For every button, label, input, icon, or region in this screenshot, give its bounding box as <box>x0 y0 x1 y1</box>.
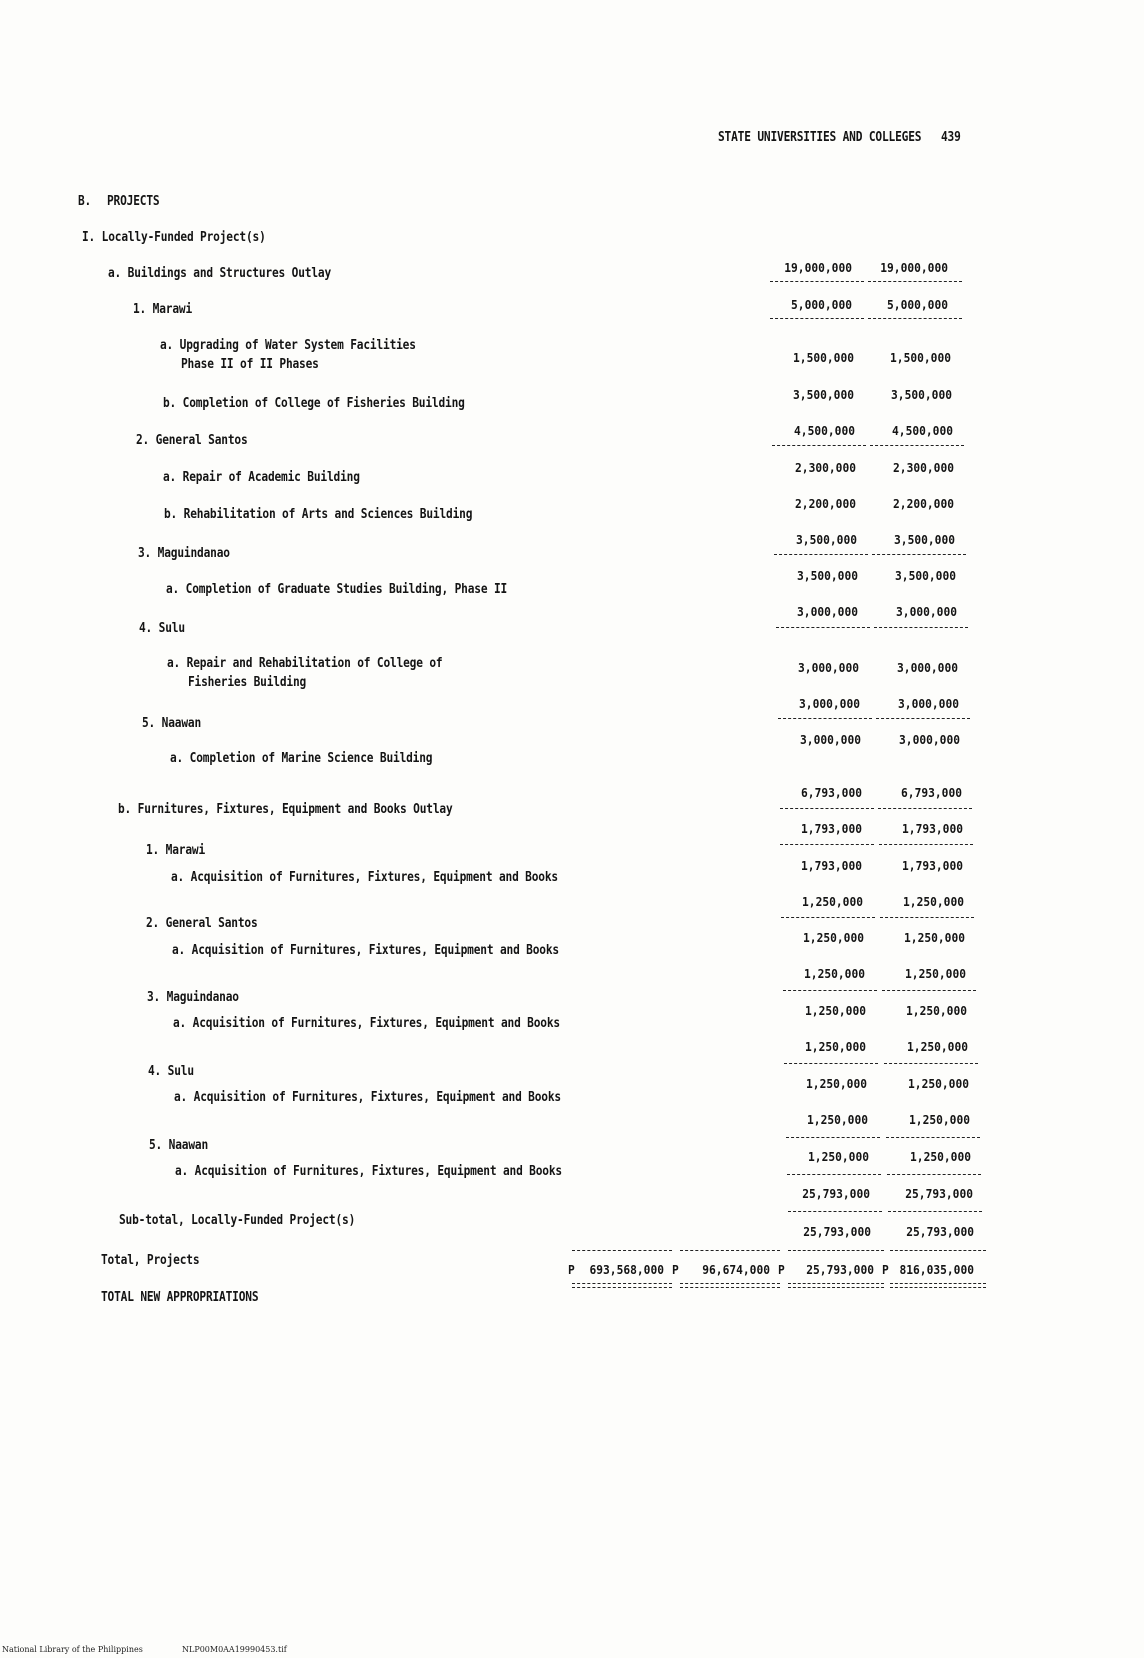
double-rule <box>680 1283 780 1288</box>
rule <box>868 281 962 282</box>
naawan-label: 5. Naawan <box>142 716 202 731</box>
naawan-col2: 3,000,000 <box>898 696 959 711</box>
f-gensan-col1: 1,250,000 <box>802 894 863 909</box>
grand-total-label: TOTAL NEW APPROPRIATIONS <box>101 1290 259 1305</box>
subtotal-label: Sub-total, Locally-Funded Project(s) <box>119 1213 356 1228</box>
total-projects-label: Total, Projects <box>101 1253 200 1268</box>
marawi-a-label-line2: Phase II of II Phases <box>181 357 319 372</box>
f-sulu-col1: 1,250,000 <box>805 1039 866 1054</box>
rule <box>680 1250 780 1251</box>
f-marawi-a-col1: 1,793,000 <box>801 858 862 873</box>
rule <box>770 318 864 319</box>
rule <box>886 1137 980 1138</box>
marawi-col2: 5,000,000 <box>887 297 948 312</box>
f-marawi-col1: 1,793,000 <box>801 821 862 836</box>
f-magu-a-col1: 1,250,000 <box>805 1003 866 1018</box>
naawan-a-col2: 3,000,000 <box>899 732 960 747</box>
rule <box>868 318 962 319</box>
page-number: 439 <box>941 130 961 145</box>
sulu-col1: 3,000,000 <box>797 604 858 619</box>
subtotal-col1: 25,793,000 <box>802 1186 870 1201</box>
group-label: I. Locally-Funded Project(s) <box>82 230 266 245</box>
rule <box>778 718 872 719</box>
sulu-label: 4. Sulu <box>139 621 185 636</box>
sulu-col2: 3,000,000 <box>896 604 957 619</box>
sulu-a-col2: 3,000,000 <box>897 660 958 675</box>
rule <box>787 1174 881 1175</box>
furnitures-outlay-col1: 6,793,000 <box>801 785 862 800</box>
total-projects-col1: 25,793,000 <box>803 1224 871 1239</box>
magu-col1: 3,500,000 <box>796 532 857 547</box>
magu-a-col2: 3,500,000 <box>895 568 956 583</box>
rule <box>784 1063 878 1064</box>
f-marawi-a-col2: 1,793,000 <box>902 858 963 873</box>
rule <box>888 1211 982 1212</box>
marawi-a-label-line1: a. Upgrading of Water System Facilities <box>160 338 416 353</box>
furnitures-outlay-col2: 6,793,000 <box>901 785 962 800</box>
f-magu-a-label: a. Acquisition of Furnitures, Fixtures, Equipment and Books <box>173 1016 560 1031</box>
f-gensan-col2: 1,250,000 <box>903 894 964 909</box>
f-magu-label: 3. Maguindanao <box>147 990 239 1005</box>
grand-total-currency-4: P <box>882 1262 889 1277</box>
rule <box>772 445 866 446</box>
grand-total-currency-1: P <box>568 1262 575 1277</box>
rule <box>788 1250 884 1251</box>
sulu-a-col1: 3,000,000 <box>798 660 859 675</box>
furnitures-outlay-label: b. Furnitures, Fixtures, Equipment and Books Outlay <box>118 802 453 817</box>
double-rule <box>890 1283 986 1288</box>
gensan-b-col2: 2,200,000 <box>893 496 954 511</box>
f-gensan-label: 2. General Santos <box>146 916 258 931</box>
rule <box>780 808 874 809</box>
grand-total-currency-3: P <box>778 1262 785 1277</box>
rule <box>774 554 868 555</box>
gensan-a-col2: 2,300,000 <box>893 460 954 475</box>
total-projects-col2: 25,793,000 <box>906 1224 974 1239</box>
rule <box>880 917 974 918</box>
double-rule <box>572 1283 672 1288</box>
f-sulu-a-col2: 1,250,000 <box>908 1076 969 1091</box>
grand-total-col3: 25,793,000 <box>806 1262 874 1277</box>
marawi-b-col2: 3,500,000 <box>891 387 952 402</box>
buildings-outlay-label: a. Buildings and Structures Outlay <box>108 266 332 281</box>
section-title: PROJECTS <box>107 194 160 209</box>
naawan-col1: 3,000,000 <box>799 696 860 711</box>
footer-library: National Library of the Philippines <box>2 1645 143 1654</box>
rule <box>780 844 874 845</box>
subtotal-col2: 25,793,000 <box>905 1186 973 1201</box>
f-gensan-a-label: a. Acquisition of Furnitures, Fixtures, Equipment and Books <box>172 943 559 958</box>
marawi-col1: 5,000,000 <box>791 297 852 312</box>
f-sulu-a-label: a. Acquisition of Furnitures, Fixtures, Equipment and Books <box>174 1090 561 1105</box>
rule <box>884 1063 978 1064</box>
section-letter: B. <box>78 194 92 209</box>
f-magu-col2: 1,250,000 <box>905 966 966 981</box>
naawan-a-col1: 3,000,000 <box>800 732 861 747</box>
rule <box>783 990 877 991</box>
grand-total-col4: 816,035,000 <box>899 1262 974 1277</box>
footer-file: NLP00M0AA19990453.tif <box>182 1645 287 1654</box>
rule <box>878 808 972 809</box>
f-sulu-col2: 1,250,000 <box>907 1039 968 1054</box>
f-gensan-a-col2: 1,250,000 <box>904 930 965 945</box>
gensan-b-col1: 2,200,000 <box>795 496 856 511</box>
gensan-label: 2. General Santos <box>136 433 248 448</box>
rule <box>781 917 875 918</box>
naawan-a-label: a. Completion of Marine Science Building <box>170 751 433 766</box>
marawi-a-col1: 1,500,000 <box>793 350 854 365</box>
rule <box>876 718 970 719</box>
rule <box>874 627 968 628</box>
rule <box>776 627 870 628</box>
f-magu-a-col2: 1,250,000 <box>906 1003 967 1018</box>
buildings-outlay-col1: 19,000,000 <box>784 260 852 275</box>
gensan-col2: 4,500,000 <box>892 423 953 438</box>
gensan-b-label: b. Rehabilitation of Arts and Sciences Building <box>164 507 473 522</box>
grand-total-currency-2: P <box>672 1262 679 1277</box>
f-naawan-a-col1: 1,250,000 <box>808 1149 869 1164</box>
magu-col2: 3,500,000 <box>894 532 955 547</box>
rule <box>882 990 976 991</box>
gensan-a-col1: 2,300,000 <box>795 460 856 475</box>
marawi-label: 1. Marawi <box>133 302 193 317</box>
rule <box>879 844 973 845</box>
page-header-title: STATE UNIVERSITIES AND COLLEGES <box>718 130 922 145</box>
gensan-a-label: a. Repair of Academic Building <box>163 470 360 485</box>
buildings-outlay-col2: 19,000,000 <box>880 260 948 275</box>
rule <box>872 554 966 555</box>
sulu-a-label-line2: Fisheries Building <box>188 675 307 690</box>
rule <box>572 1250 672 1251</box>
grand-total-col2: 96,674,000 <box>702 1262 770 1277</box>
f-marawi-col2: 1,793,000 <box>902 821 963 836</box>
rule <box>788 1211 882 1212</box>
grand-total-col1: 693,568,000 <box>589 1262 664 1277</box>
f-gensan-a-col1: 1,250,000 <box>803 930 864 945</box>
f-naawan-col1: 1,250,000 <box>807 1112 868 1127</box>
f-marawi-a-label: a. Acquisition of Furnitures, Fixtures, Equipment and Books <box>171 870 558 885</box>
magu-a-col1: 3,500,000 <box>797 568 858 583</box>
rule <box>770 281 864 282</box>
marawi-b-col1: 3,500,000 <box>793 387 854 402</box>
f-naawan-col2: 1,250,000 <box>909 1112 970 1127</box>
marawi-b-label: b. Completion of College of Fisheries Building <box>163 396 465 411</box>
gensan-col1: 4,500,000 <box>794 423 855 438</box>
magu-label: 3. Maguindanao <box>138 546 230 561</box>
f-magu-col1: 1,250,000 <box>804 966 865 981</box>
rule <box>890 1250 986 1251</box>
rule <box>786 1137 880 1138</box>
rule <box>870 445 964 446</box>
f-sulu-label: 4. Sulu <box>148 1064 194 1079</box>
double-rule <box>788 1283 884 1288</box>
magu-a-label: a. Completion of Graduate Studies Building, Phase II <box>166 582 508 597</box>
f-marawi-label: 1. Marawi <box>146 843 206 858</box>
f-sulu-a-col1: 1,250,000 <box>806 1076 867 1091</box>
rule <box>887 1174 981 1175</box>
f-naawan-a-col2: 1,250,000 <box>910 1149 971 1164</box>
f-naawan-a-label: a. Acquisition of Furnitures, Fixtures, Equipment and Books <box>175 1164 562 1179</box>
marawi-a-col2: 1,500,000 <box>890 350 951 365</box>
f-naawan-label: 5. Naawan <box>149 1138 209 1153</box>
sulu-a-label-line1: a. Repair and Rehabilitation of College of <box>167 656 443 671</box>
